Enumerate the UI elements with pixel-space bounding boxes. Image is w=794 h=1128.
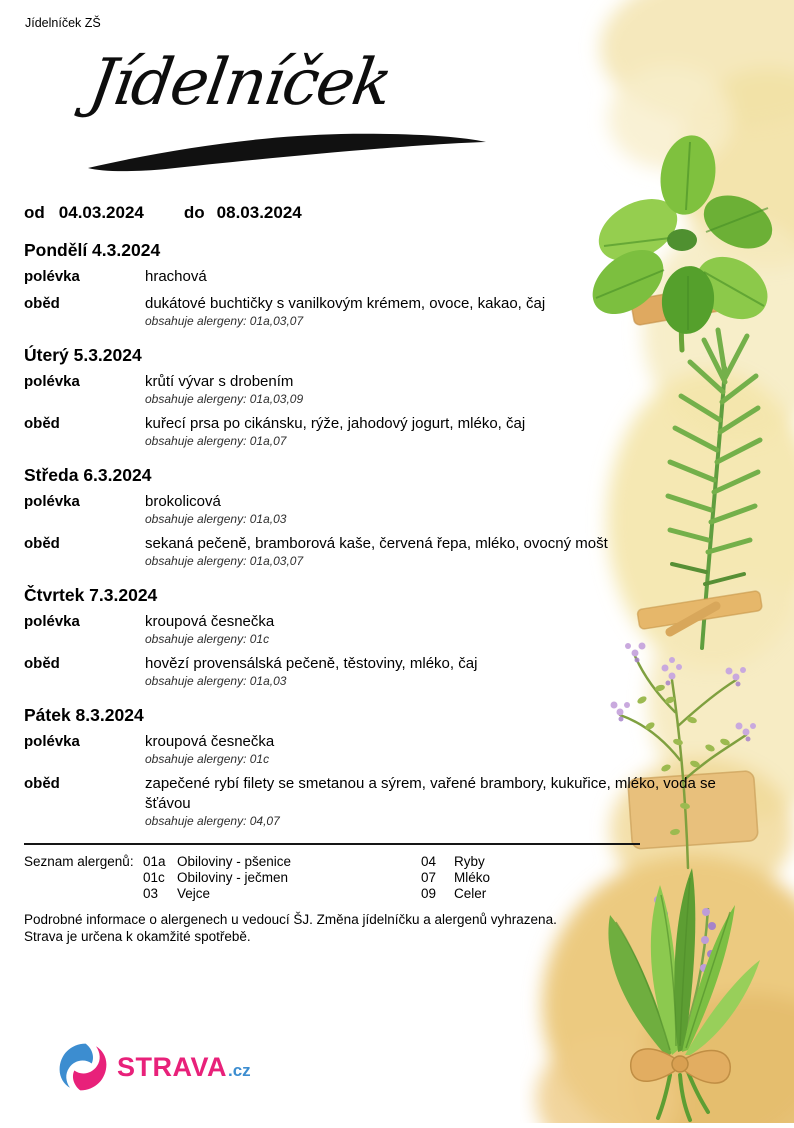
allergen-code: 01a (143, 854, 166, 869)
course-row (24, 774, 730, 829)
allergen-name: Celer (454, 886, 487, 901)
allergen-note: obsahuje alergeny: 01a,03,07 (145, 554, 304, 568)
allergen-note: obsahuje alergeny: 01a,03,09 (145, 392, 304, 406)
legend-row (24, 886, 730, 902)
course-row (24, 414, 730, 449)
allergen-code: 03 (143, 886, 159, 901)
allergen-name: Obiloviny - pšenice (177, 854, 292, 869)
allergen-note: obsahuje alergeny: 01a,03,07 (145, 314, 304, 328)
page-title: Jídelníček ZŠ (25, 16, 101, 30)
day-section-thursday (24, 584, 730, 689)
period-from-label: od (24, 203, 45, 222)
allergen-name: Ryby (454, 854, 485, 869)
course-label: polévka (24, 373, 80, 390)
allergen-code: 01c (143, 870, 165, 885)
day-header: Pondělí 4.3.2024 (24, 240, 161, 260)
course-row (24, 492, 730, 527)
allergen-name: Obiloviny - ječmen (177, 870, 289, 885)
period-to-label: do (183, 203, 205, 222)
course-label: polévka (24, 268, 80, 285)
course-label: polévka (24, 613, 80, 630)
course-row (24, 372, 730, 407)
course-row (24, 654, 730, 689)
note-line: Podrobné informace o alergenech u vedoucí ŠJ. Změna jídelníčku a alergenů vyhrazena. (24, 912, 557, 927)
footer-notes (24, 912, 730, 945)
strava-tld: .cz (228, 1060, 251, 1080)
allergen-legend (24, 854, 730, 902)
course-row (24, 534, 730, 569)
allergen-name: Mléko (454, 870, 491, 885)
legend-title: Seznam alergenů: (24, 854, 134, 869)
strava-wordmark: STRAVA (117, 1051, 227, 1082)
course-label: oběd (24, 535, 60, 552)
period-to-date: 08.03.2024 (216, 203, 302, 222)
course-label: oběd (24, 775, 60, 792)
allergen-code: 09 (421, 886, 437, 901)
allergen-name: Vejce (177, 886, 211, 901)
dish-text: hovězí provensálská pečeně, těstoviny, mléko, čaj (145, 655, 478, 672)
dish-text: dukátové buchtičky s vanilkovým krémem, ovoce, kakao, čaj (145, 295, 546, 312)
allergen-note: obsahuje alergeny: 01a,03 (145, 512, 287, 526)
strava-logo-icon (57, 1040, 109, 1094)
allergen-note: obsahuje alergeny: 01c (145, 632, 270, 646)
title-underline-swash (86, 126, 488, 176)
day-header: Čtvrtek 7.3.2024 (24, 585, 158, 605)
day-section-monday (24, 239, 730, 329)
allergen-code: 07 (421, 870, 437, 885)
dish-text: kroupová česnečka (145, 613, 275, 630)
menu-period (24, 202, 730, 224)
dish-text: sekaná pečeně, bramborová kaše, červená řepa, mléko, ovocný mošt (145, 535, 608, 552)
day-section-tuesday (24, 344, 730, 449)
period-from-date: 04.03.2024 (58, 203, 144, 222)
day-header: Pátek 8.3.2024 (24, 705, 144, 725)
dish-text: krůtí vývar s drobením (145, 373, 294, 390)
dish-text: kuřecí prsa po cikánsku, rýže, jahodový jogurt, mléko, čaj (145, 415, 526, 432)
day-section-wednesday (24, 464, 730, 569)
course-row (24, 267, 730, 287)
note-line: Strava je určena k okamžité spotřebě. (24, 928, 251, 944)
day-section-friday (24, 704, 730, 829)
course-row (24, 612, 730, 647)
day-header: Středa 6.3.2024 (24, 465, 152, 485)
strava-logo (57, 1040, 251, 1094)
menu-body (24, 202, 730, 945)
course-row (24, 732, 730, 767)
day-header: Úterý 5.3.2024 (24, 345, 142, 365)
script-logo-title: Jídelníček (84, 46, 396, 120)
course-label: polévka (24, 733, 80, 750)
course-row (24, 294, 730, 329)
course-label: oběd (24, 655, 60, 672)
legend-row (24, 870, 730, 886)
allergen-note: obsahuje alergeny: 01c (145, 752, 270, 766)
legend-row (24, 854, 730, 870)
allergen-note: obsahuje alergeny: 01a,07 (145, 434, 287, 448)
course-label: polévka (24, 493, 80, 510)
dish-text: zapečené rybí filety se smetanou a sýrem, vařené brambory, kukuřice, mléko, voda se šťávou (145, 775, 716, 812)
allergen-code: 04 (421, 854, 437, 869)
course-label: oběd (24, 415, 60, 432)
dish-text: kroupová česnečka (145, 733, 275, 750)
allergen-note: obsahuje alergeny: 04,07 (145, 814, 280, 828)
allergen-note: obsahuje alergeny: 01a,03 (145, 674, 287, 688)
footer-separator-line (24, 843, 640, 845)
dish-text: brokolicová (145, 493, 221, 510)
dish-text: hrachová (145, 268, 207, 285)
course-label: oběd (24, 295, 60, 312)
